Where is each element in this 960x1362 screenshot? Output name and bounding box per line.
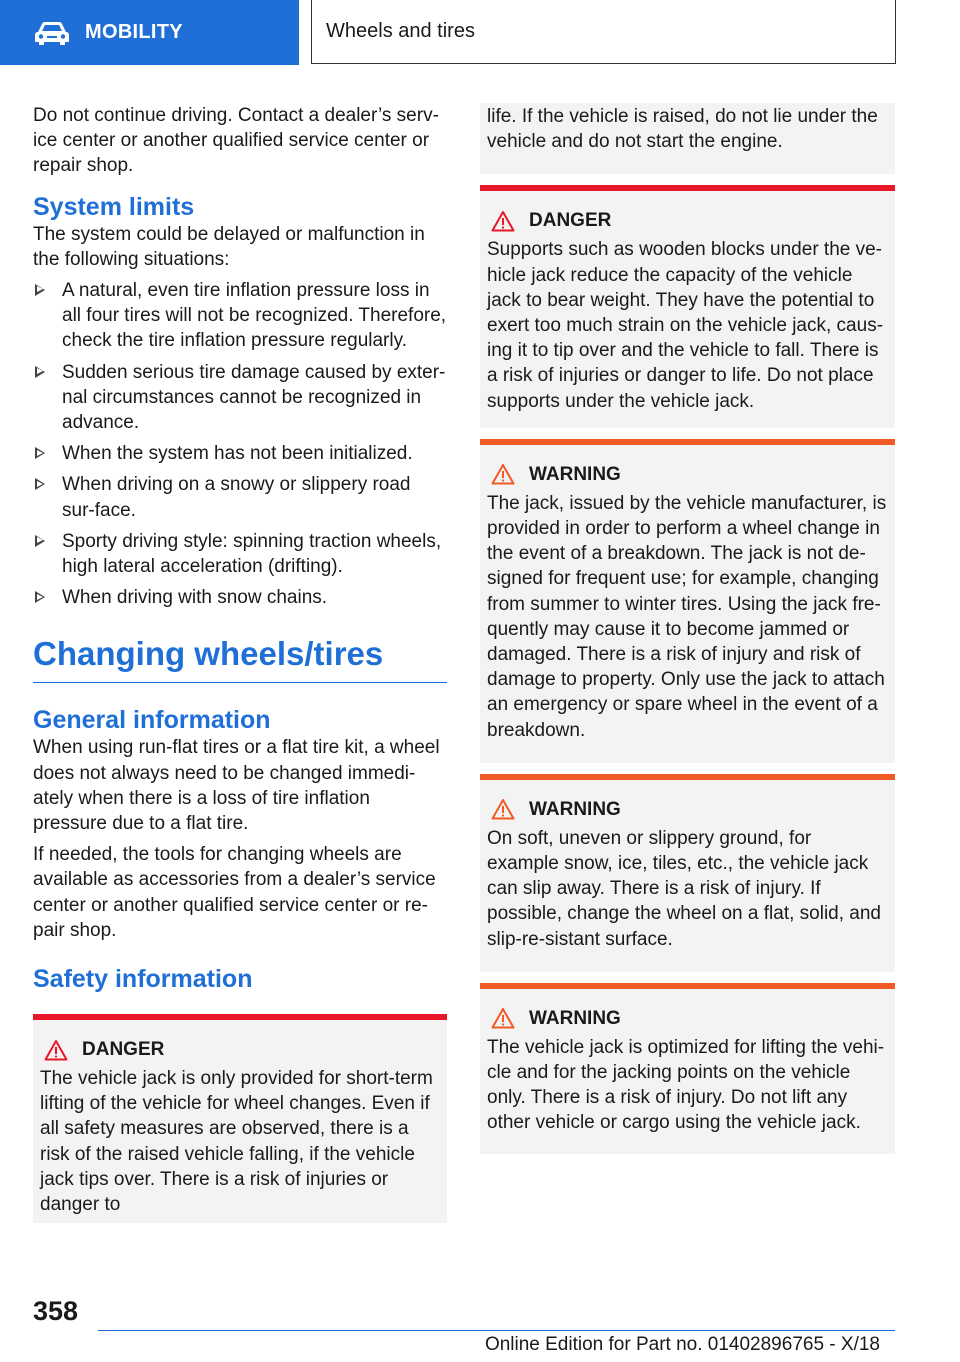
warning-text: On soft, uneven or slippery ground, for example snow, ice, tiles, etc., the vehicle jack can slip away. There is a risk of injury. If possible, change the wheel on a flat, solid, and slip-re-sistant surface. [487, 827, 881, 950]
safety-info-heading: Safety information [33, 965, 253, 994]
bullet-triangle-icon [35, 284, 45, 296]
bullet-triangle-icon [35, 366, 45, 378]
right-column [480, 103, 895, 1154]
danger-box-2 [480, 185, 895, 427]
list-item: Sporty driving style: spinning traction wheels, high lateral acceleration (drifting). [33, 529, 447, 579]
warning-triangle-icon [491, 1007, 515, 1029]
warning-title: WARNING [529, 463, 621, 485]
bullet-triangle-icon [35, 447, 45, 459]
warning-triangle-icon [491, 210, 515, 232]
page-title-box [311, 0, 896, 64]
danger-title: DANGER [82, 1038, 165, 1060]
edition-note: Online Edition for Part no. 01402896765 - X/18 [484, 1334, 880, 1355]
changing-section-header [33, 632, 447, 683]
danger-text: The vehicle jack is only provided for short-term lifting of the vehicle for wheel changes. Even if all safety measures are observed, there is a risk of the raised vehicle falling, if the vehicle jack tips over. There is a risk of injuries or danger to [40, 1068, 433, 1216]
warning-triangle-icon [491, 463, 515, 485]
danger-title: DANGER [529, 210, 612, 232]
danger-text-continued: life. If the vehicle is raised, do not lie under the vehicle and do not start the engine. [487, 106, 878, 153]
warning-title: WARNING [529, 1007, 621, 1029]
warning-box-3 [480, 983, 895, 1154]
list-item: When driving on a snowy or slippery road sur-face. [33, 472, 447, 522]
changing-wheels-heading: Changing wheels/tires [33, 635, 384, 673]
car-icon [34, 20, 70, 46]
warning-title: WARNING [529, 798, 621, 820]
danger-box-1 [33, 1014, 447, 1223]
warning-box-2 [480, 774, 895, 972]
general-paragraph-2: If needed, the tools for changing wheels are available as accessories from a dealer’s service center or another qualified service center or re-pair shop. [33, 844, 436, 941]
warning-box-1 [480, 439, 895, 763]
bullet-triangle-icon [35, 478, 45, 490]
list-item: When the system has not been initialized. [33, 441, 447, 466]
left-column [33, 103, 447, 1223]
list-item: Sudden serious tire damage caused by exter-nal circumstances cannot be recognized in advance. [33, 360, 447, 436]
warning-triangle-icon [491, 798, 515, 820]
system-limits-list [33, 278, 447, 610]
intro-paragraph: Do not continue driving. Contact a dealer’s serv-ice center or another qualified service center or repair shop. [33, 105, 439, 177]
list-item: A natural, even tire inflation pressure loss in all four tires will not be recognized. Therefore, check the tire inflation pressure regularly. [33, 278, 447, 354]
danger-text: Supports such as wooden blocks under the ve-hicle jack reduce the capacity of the vehicle jack to bear weight. They have the potential to exert too much strain on the vehicle jack, caus-ing it to tip over and the vehicle to fall. There is a risk of injuries or danger to life. Do not place supports under the vehicle jack. [487, 239, 884, 412]
footer-rule [98, 1330, 895, 1331]
general-paragraph-1: When using run-flat tires or a flat tire kit, a wheel does not always need to be changed immedi-ately when there is a loss of tire inflation pressure due to a flat tire. [33, 737, 440, 835]
page-title: Wheels and tires [326, 20, 475, 42]
list-item: When driving with snow chains. [33, 585, 447, 610]
system-limits-intro: The system could be delayed or malfunction in the following situations: [33, 223, 425, 270]
bullet-triangle-icon [35, 535, 45, 547]
section-tab [0, 0, 299, 65]
warning-triangle-icon [44, 1039, 68, 1061]
page-number: 358 [33, 1296, 79, 1326]
general-info-heading: General information [33, 706, 271, 735]
warning-text: The vehicle jack is optimized for lifting the vehi-cle and for the jacking points on the vehicle only. There is a risk of injury. Do not lift any other vehicle or cargo using the vehicle jack. [487, 1036, 885, 1134]
section-label: MOBILITY [85, 21, 183, 43]
bullet-triangle-icon [35, 591, 45, 603]
warning-text: The jack, issued by the vehicle manufacturer, is provided in order to perform a wheel change in the event of a breakdown. The jack is not de-signed for frequent use; for example, changing from summer to winter tires. Using the jack fre-quently may cause it to become jammed or damaged. There is a risk of injury and risk of damage to property. Only use the jack to attach an emergency or spare wheel in the event of a breakdown. [487, 492, 887, 741]
danger-box-1-continued [480, 103, 895, 174]
system-limits-heading: System limits [33, 192, 195, 221]
